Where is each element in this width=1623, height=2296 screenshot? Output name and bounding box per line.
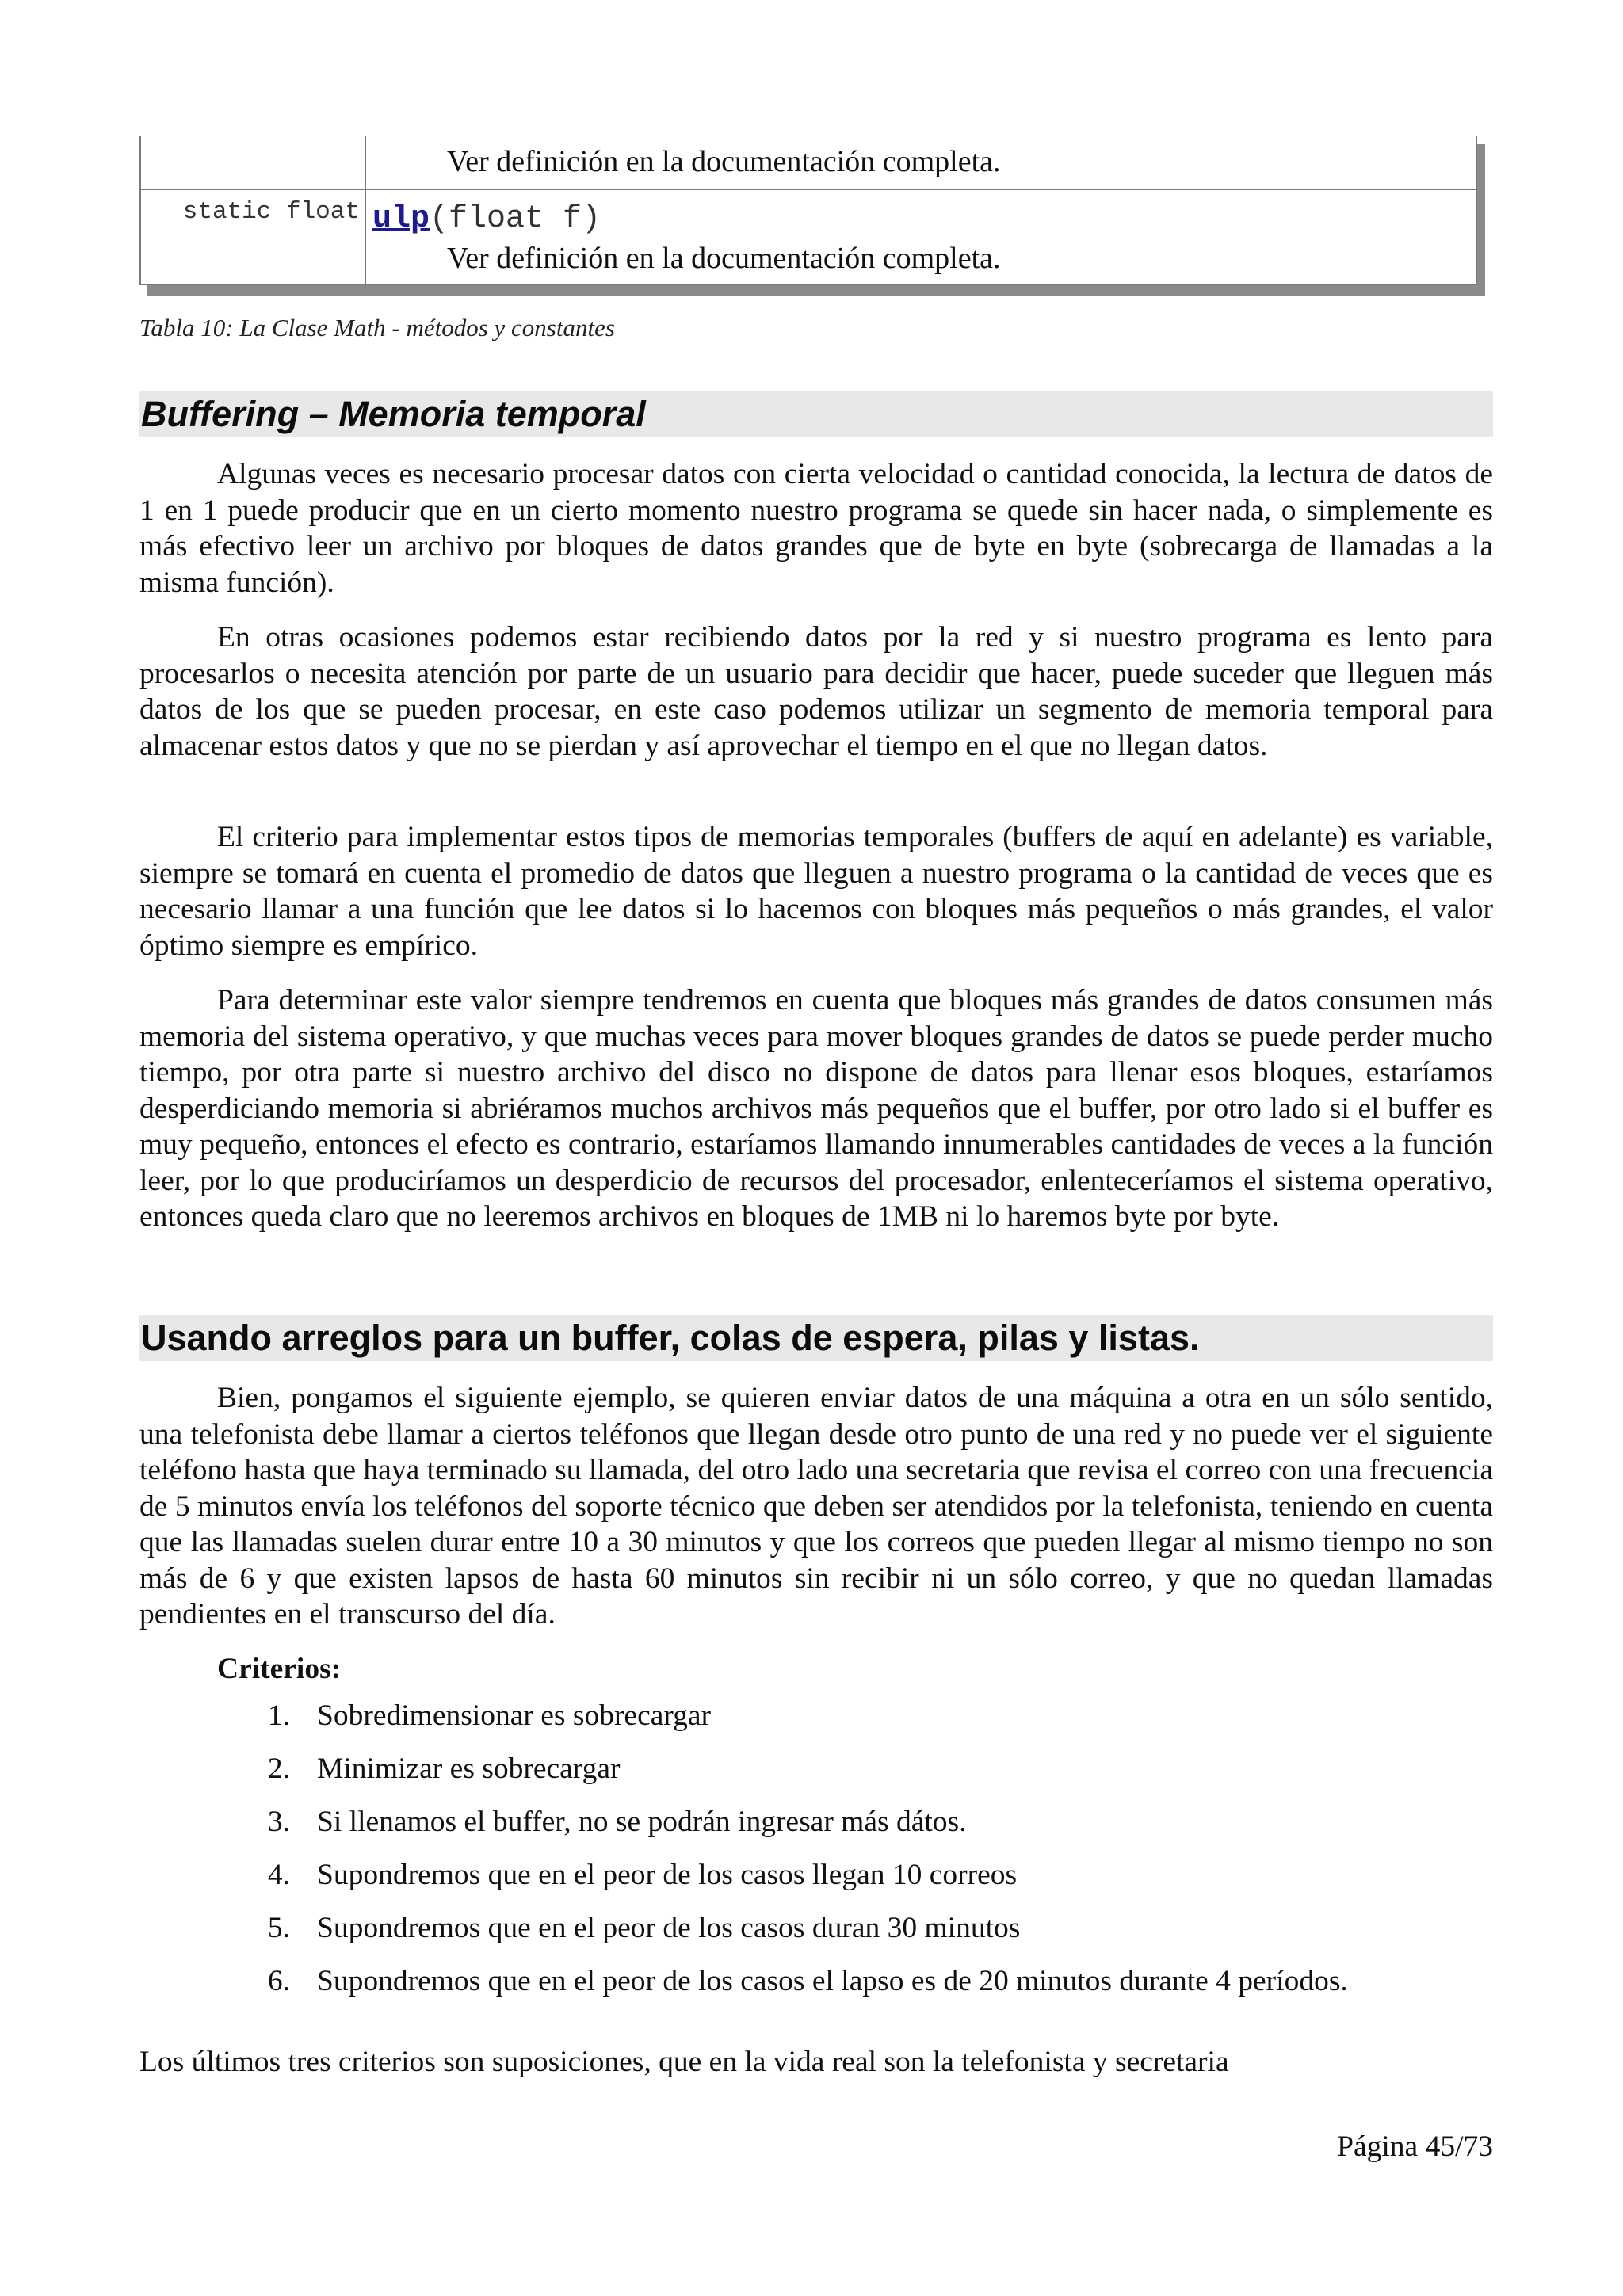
type-cell bbox=[141, 190, 366, 284]
list-item: 6. Supondremos que en el peor de los casos el lapso es de 20 minutos durante 4 períodos. bbox=[267, 1965, 1348, 1997]
section-heading-buffering: Buffering – Memoria temporal bbox=[139, 391, 1493, 437]
paragraph: En otras ocasiones podemos estar recibiendo datos por la red y si nuestro programa es lento para procesarlos o necesita atención por parte de un usuario para decidir que hacer, puede suceder que lleguen más datos de los que se pueden procesar, en este caso podemos utilizar un segmento de memoria temporal para almacenar estos datos y que no se pierdan y así aprovechar el tiempo en el que no llegan datos. bbox=[139, 621, 1493, 762]
table-frame bbox=[139, 136, 1477, 285]
paragraph: Bien, pongamos el siguiente ejemplo, se quieren enviar datos de una máquina a otra en un sólo sentido, una telefonista debe llamar a ciertos teléfonos que llegan desde otro punto de una red y no puede ver el siguiente teléfono hasta que haya terminado su llamada, del otro lado una secretaria que revisa el correo con una frecuencia de 5 minutos envía los teléfonos del soporte técnico que deben ser atendidos por la telefonista, teniendo en cuenta que las llamadas suelen durar entre 10 a 30 minutos y que los correos que pueden llegar al mismo tiempo no son más de 6 y que existen lapsos de hasta 60 minutos sin recibir ni un sólo correo, y que no quedan llamadas pendientes en el transcurso del día. bbox=[139, 1382, 1493, 1630]
list-item: 4. Supondremos que en el peor de los casos llegan 10 correos bbox=[267, 1859, 1018, 1891]
criteria-list bbox=[219, 1698, 1487, 2016]
list-item: 1. Sobredimensionar es sobrecargar bbox=[267, 1699, 712, 1732]
table-caption: Tabla 10: La Clase Math - métodos y constantes bbox=[139, 314, 615, 341]
method-description: Ver definición en la documentación completa. bbox=[447, 145, 1001, 178]
list-item: 5. Supondremos que en el peor de los casos duran 30 minutos bbox=[267, 1912, 1021, 1944]
paragraph: Los últimos tres criterios son suposiciones, que en la vida real son la telefonista y secretaria bbox=[139, 2046, 1229, 2078]
paragraph: El criterio para implementar estos tipos de memorias temporales (buffers de aquí en adelante) es variable, siempre se tomará en cuenta el promedio de datos que lleguen a nuestro programa o la cantidad de veces que es necesario llamar a una función que lee datos si lo hacemos con bloques más pequeños o más grandes, el valor óptimo siempre es empírico. bbox=[139, 821, 1493, 962]
list-item: 3. Si llenamos el buffer, no se podrán ingresar más dátos. bbox=[267, 1806, 967, 1838]
section-heading-arreglos: Usando arreglos para un buffer, colas de espera, pilas y listas. bbox=[139, 1315, 1493, 1361]
paragraph: Para determinar este valor siempre tendremos en cuenta que bloques más grandes de datos consumen más memoria del sistema operativo, y que muchas veces para mover bloques grandes de datos se puede perder mucho tiempo, por otra parte si nuestro archivo del disco no dispone de datos para llenar esos bloques, estaríamos desperdiciando memoria si abriéramos muchos archivos más pequeños que el buffer, por otro lado si el buffer es muy pequeño, entonces el efecto es contrario, estaríamos llamando innumerables cantidades de veces a la función leer, por lo que produciríamos un desperdicio de recursos del procesador, enlenteceríamos el sistema operativo, entonces queda claro que no leeremos archivos en bloques de 1MB ni lo haremos byte por byte. bbox=[139, 984, 1493, 1233]
paragraph: Algunas veces es necesario procesar datos con cierta velocidad o cantidad conocida, la lectura de datos de 1 en 1 puede producir que en un cierto momento nuestro programa se quede sin hacer nada, o simplemente es más efectivo leer un archivo por bloques de datos grandes que de byte en byte (sobrecarga de llamadas a la misma función). bbox=[139, 458, 1493, 599]
method-signature bbox=[372, 201, 601, 237]
list-item: 2. Minimizar es sobrecargar bbox=[267, 1753, 621, 1785]
method-params: (float f) bbox=[430, 201, 601, 237]
table-row bbox=[141, 136, 1476, 190]
method-type: static float bbox=[182, 198, 360, 226]
type-cell bbox=[141, 136, 366, 189]
table-row bbox=[141, 190, 1476, 284]
page-number: Página 45/73 bbox=[1337, 2130, 1493, 2163]
signature-cell bbox=[368, 136, 1476, 189]
method-description: Ver definición en la documentación completa. bbox=[447, 242, 1001, 275]
signature-cell bbox=[368, 190, 1476, 284]
method-link-ulp[interactable]: ulp bbox=[372, 201, 430, 237]
criteria-label: Criterios: bbox=[217, 1653, 342, 1685]
